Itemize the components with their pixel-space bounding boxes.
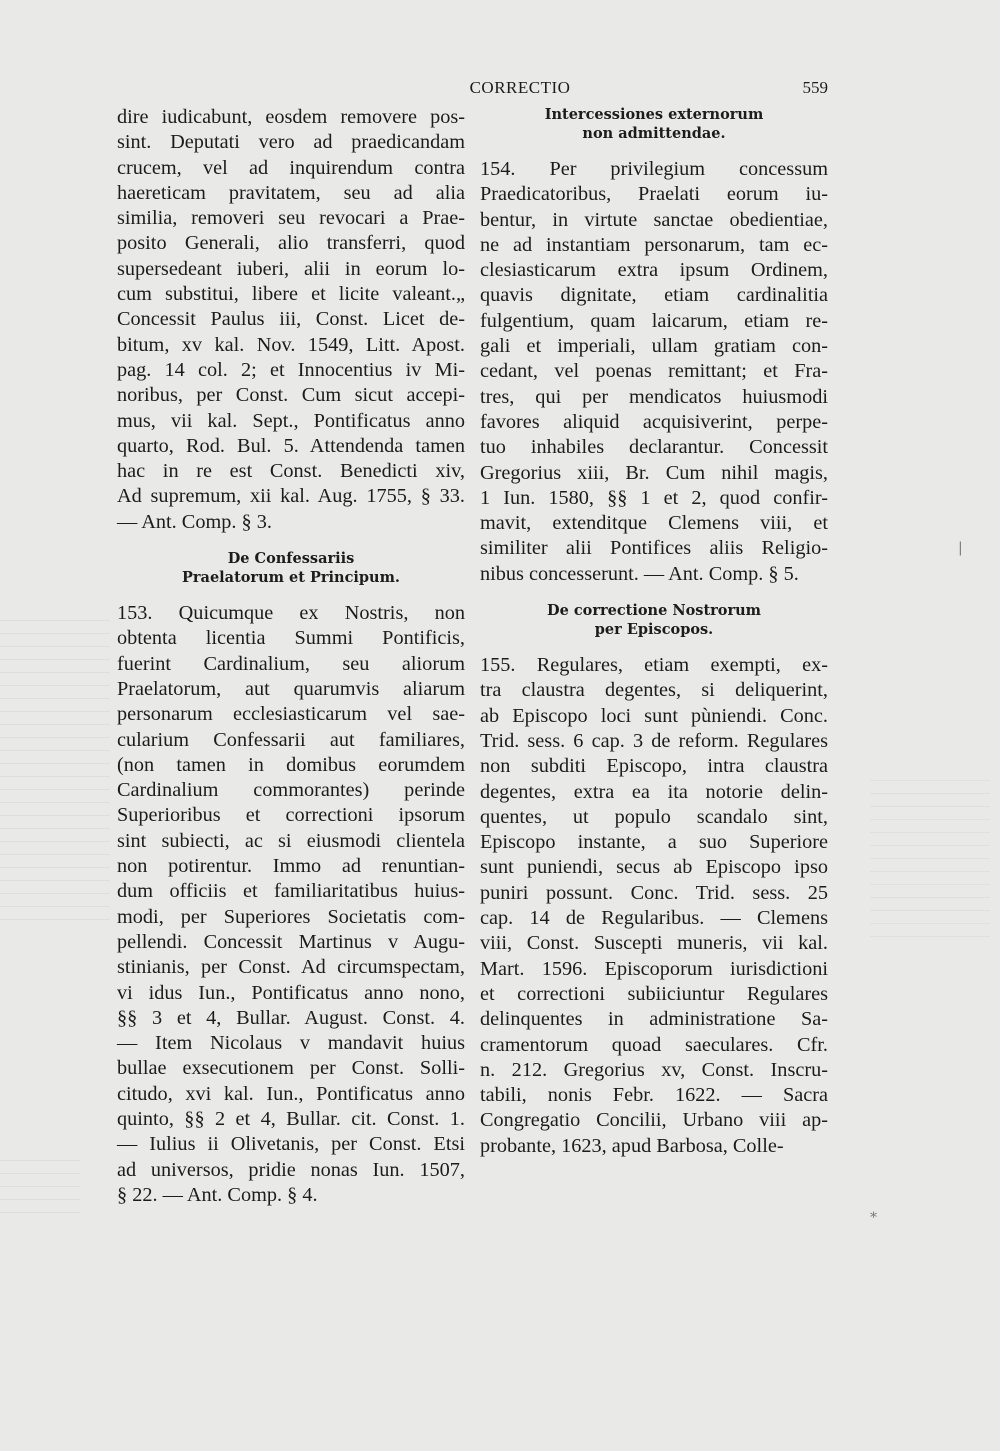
text-line: ab Episcopo loci sunt pùniendi. Conc. xyxy=(480,704,828,727)
text-line: stinianis, per Const. Ad circumspectam, xyxy=(117,956,465,979)
text-line: 1 Iun. 1580, §§ 1 et 2, quod confir- xyxy=(480,486,828,509)
text-line: tres, qui per mendicatos huiusmodi xyxy=(480,385,828,408)
section-heading: per Episcopos. xyxy=(594,621,714,639)
text-line: viii, Const. Suscepti muneris, vii kal. xyxy=(480,932,828,955)
text-line: dire iudicabunt, eosdem removere pos- xyxy=(117,106,465,128)
text-line: — Ant. Comp. § 3. xyxy=(117,510,272,533)
text-line: § 22. — Ant. Comp. § 4. xyxy=(117,1183,318,1206)
text-line: cramentorum quoad saeculares. Cfr. xyxy=(480,1033,828,1056)
text-line: 154. Per privilegium concessum xyxy=(480,158,828,180)
text-line: Episcopo instante, a suo Superiore xyxy=(480,831,828,854)
text-line: (non tamen in domibus eorumdem xyxy=(117,753,465,776)
text-line: sint subiecti, ac si eiusmodi clientela xyxy=(117,829,465,852)
section-heading: De correctione Nostrorum xyxy=(547,602,761,620)
text-line: — Item Nicolaus v mandavit huius xyxy=(117,1032,465,1055)
text-line: tra claustra degentes, si deliquerint, xyxy=(480,679,828,702)
text-line: pag. 14 col. 2; et Innocentius iv Mi- xyxy=(117,358,465,381)
text-line: Praedicatoribus, Praelati eorum iu- xyxy=(480,183,828,206)
text-line: 155. Regulares, etiam exempti, ex- xyxy=(480,654,828,677)
text-line: Concessit Paulus iii, Const. Licet de- xyxy=(117,308,465,331)
right-column xyxy=(480,105,828,1159)
text-line: Gregorius xiii, Br. Cum nihil magis, xyxy=(480,461,828,484)
text-line: cedant, vel poenas remittant; et Fra- xyxy=(480,360,828,383)
text-line: ne ad instantiam personarum, tam ec- xyxy=(480,233,828,256)
text-line: non potirentur. Immo ad renuntian- xyxy=(117,855,465,878)
text-line: posito Generali, alio transferri, quod xyxy=(117,232,465,255)
left-column xyxy=(117,105,465,1208)
text-line: non subditi Episcopo, intra claustra xyxy=(480,755,828,778)
section-heading: Praelatorum et Principum. xyxy=(182,569,400,587)
text-line: sunt puniendi, secus ab Episcopo ipso xyxy=(480,856,828,879)
text-line: haereticam pravitatem, seu ad alia xyxy=(117,181,465,204)
text-line: — Iulius ii Olivetanis, per Const. Etsi xyxy=(117,1133,465,1156)
text-line: nibus concesserunt. — Ant. Comp. § 5. xyxy=(480,562,799,585)
text-line: similiter alii Pontifices aliis Religio- xyxy=(480,537,828,560)
text-line: tabili, nonis Febr. 1622. — Sacra xyxy=(480,1084,828,1107)
text-line: fulgentium, quam laicarum, etiam re- xyxy=(480,309,828,332)
running-header: CORRECTIO xyxy=(469,78,571,97)
text-line: noribus, per Const. Cum sicut accepi- xyxy=(117,384,465,407)
text-line: Mart. 1596. Episcoporum iurisdictioni xyxy=(480,957,828,980)
text-line: similia, removeri seu revocari a Prae- xyxy=(117,207,465,230)
text-line: Superioribus et correctioni ipsorum xyxy=(117,804,465,827)
text-line: Congregatio Concilii, Urbano viii ap- xyxy=(480,1109,828,1132)
text-line: personarum ecclesiasticarum vel sae- xyxy=(117,703,465,726)
section-heading: non admittendae. xyxy=(582,125,726,142)
text-line: clesiasticarum extra ipsum Ordinem, xyxy=(480,259,828,282)
text-line: bentur, in virtute sanctae obedientiae, xyxy=(480,208,828,231)
text-line: gali et imperiali, ullam gratiam con- xyxy=(480,335,828,358)
text-line: ad universos, pridie nonas Iun. 1507, xyxy=(117,1158,465,1181)
text-line: bullae exsecutionem per Const. Solli- xyxy=(117,1057,465,1080)
section-heading: Intercessiones externorum xyxy=(544,106,764,123)
text-line: quentes, ut populo scandalo sint, xyxy=(480,805,828,828)
text-line: favores aliquid acquisiverint, perpe- xyxy=(480,410,828,433)
text-line: puniri possunt. Conc. Trid. sess. 25 xyxy=(480,881,828,904)
text-line: cap. 14 de Regularibus. — Clemens xyxy=(480,907,828,930)
text-line: Praelatorum, aut quarumvis aliarum xyxy=(117,677,465,700)
text-line: delinquentes in administratione Sa- xyxy=(480,1008,828,1031)
text-line: Ad supremum, xii kal. Aug. 1755, § 33. xyxy=(117,485,465,508)
text-line: pellendi. Concessit Martinus v Augu- xyxy=(117,930,465,953)
show-through-text xyxy=(0,620,110,920)
text-line: supersedeant iuberi, alii in eorum lo- xyxy=(117,257,465,280)
text-line: modi, per Superiores Societatis com- xyxy=(117,905,465,928)
text-line: crucem, vel ad inquirendum contra xyxy=(117,156,465,179)
text-line: quinto, §§ 2 et 4, Bullar. cit. Const. 1. xyxy=(117,1107,465,1130)
margin-mark: | xyxy=(958,540,963,556)
text-line: sint. Deputati vero ad praedicandam xyxy=(117,131,465,154)
text-line: 153. Quicumque ex Nostris, non xyxy=(117,602,465,625)
show-through-text xyxy=(0,1160,80,1220)
text-line: cularium Confessarii aut familiares, xyxy=(117,728,465,751)
text-line: citudo, xvi kal. Iun., Pontificatus anno xyxy=(117,1082,465,1105)
text-line: vi idus Iun., Pontificatus anno nono, xyxy=(117,981,465,1004)
text-line: mus, vii kal. Sept., Pontificatus anno xyxy=(117,409,465,432)
text-line: Cardinalium commorantes) perinde xyxy=(117,779,465,802)
text-line: cum substitui, libere et licite valeant.„ xyxy=(117,283,465,306)
text-line: degentes, extra ea ita notorie delin- xyxy=(480,780,828,803)
text-line: hac in re est Const. Benedicti xiv, xyxy=(117,460,465,483)
margin-mark: * xyxy=(870,1210,877,1226)
page-number: 559 xyxy=(802,78,828,97)
text-line: bitum, xv kal. Nov. 1549, Litt. Apost. xyxy=(117,333,465,356)
text-line: probante, 1623, apud Barbosa, Colle- xyxy=(480,1134,784,1157)
text-line: et correctioni subiiciuntur Regulares xyxy=(480,982,828,1005)
text-line: tuo inhabiles declarantur. Concessit xyxy=(480,436,828,459)
text-line: mavit, extenditque Clemens viii, et xyxy=(480,512,828,535)
text-line: quavis dignitate, etiam cardinalitia xyxy=(480,284,828,307)
text-line: n. 212. Gregorius xv, Const. Inscru- xyxy=(480,1058,828,1081)
text-line: Trid. sess. 6 cap. 3 de reform. Regulares xyxy=(480,729,828,752)
text-line: quarto, Rod. Bul. 5. Attendenda tamen xyxy=(117,434,465,457)
text-line: obtenta licentia Summi Pontificis, xyxy=(117,627,465,650)
text-line: fuerint Cardinalium, seu aliorum xyxy=(117,652,465,675)
text-line: §§ 3 et 4, Bullar. August. Const. 4. xyxy=(117,1006,465,1029)
text-line: dum officiis et familiaritatibus huius- xyxy=(117,880,465,903)
show-through-text xyxy=(870,780,990,940)
section-heading: De Confessariis xyxy=(227,550,355,568)
